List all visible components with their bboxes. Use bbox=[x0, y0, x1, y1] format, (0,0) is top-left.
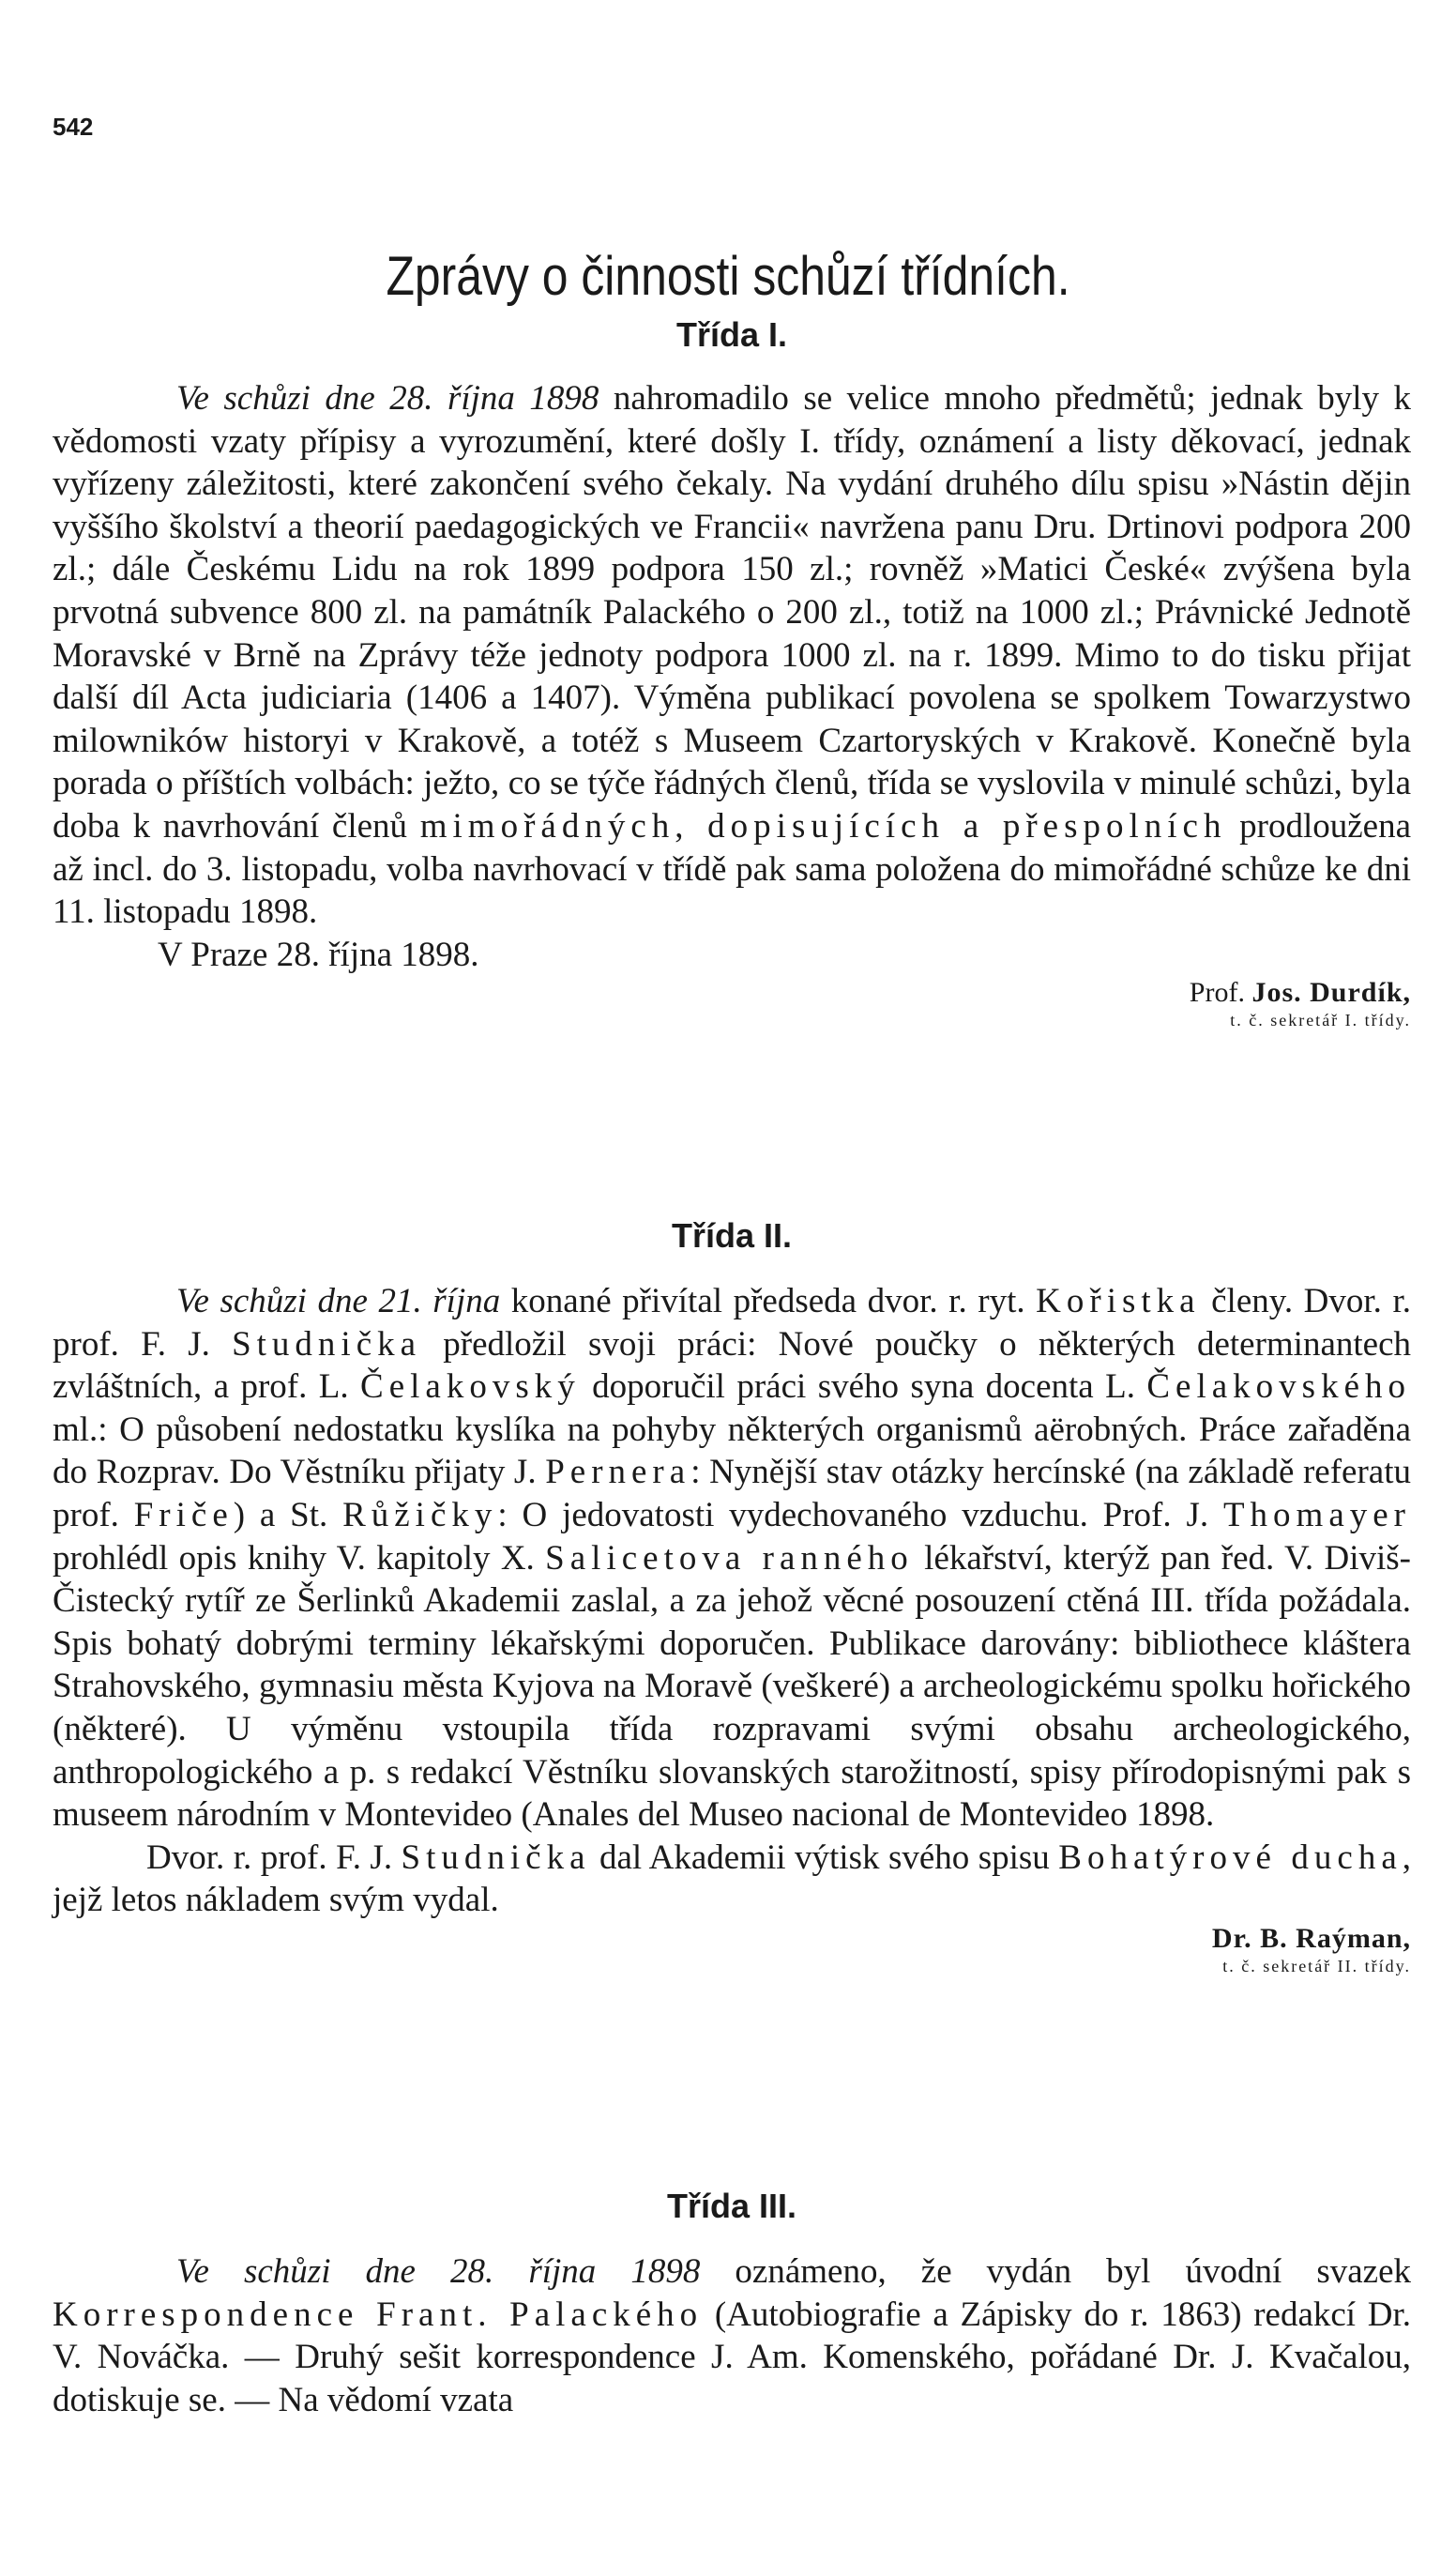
meeting-date-lead: Ve schůzi dne 28. října 1898 bbox=[176, 379, 599, 418]
section-class-2 bbox=[53, 1216, 1411, 1976]
person-name: Čelakovský bbox=[360, 1367, 581, 1407]
page-number: 542 bbox=[53, 113, 94, 141]
book-title: Korrespondence Frant. Palackého bbox=[53, 2295, 704, 2334]
signature-name: Dr. B. Raýman, bbox=[1211, 1922, 1411, 1954]
paragraph-text: prodloužena až incl. do 3. listopadu, volba navrhovací v třídě pak sama položena do mimořádné schůze ke dni 11. listopadu 1898. bbox=[53, 806, 1412, 932]
person-name: Studnička bbox=[401, 1838, 591, 1877]
person-name: Pernera bbox=[545, 1453, 691, 1492]
signature-role: t. č. sekretář I. třídy. bbox=[1230, 1011, 1411, 1030]
meeting-date-lead: Ve schůzi dne 28. října 1898 bbox=[176, 2252, 701, 2291]
signature-block bbox=[53, 976, 1411, 1030]
paragraph-text: nahromadilo se velice mnoho předmětů; jednak byly k vědomosti vzaty přípisy a vyrozumění, které došly I. třídy, oznámení a listy děkovací, jednak vyřízeny záležitosti, které zakončení svého čekaly. Na vydání druhého dílu spisu »Nástin dějin vyššího školství a theorií paedagogických ve Francii« navržena panu Dru. Drtinovi podpora 200 zl.; dále Českému Lidu na rok 1899 podpora 150 zl.; rovněž »Matici České« zvýšena byla prvotná subvence 800 zl. na památník Palackého o 200 zl., totiž na 1000 zl.; Právnické Jednotě Moravské v Brně na Zprávy téže jednoty podpora 1000 zl. na r. 1899. Mimo to do tisku přijat další díl Acta judiciaria (1406 a 1407). Výměna publikací povolena se spolkem Towarzystwo milowników historyi v Krakově, a totéž s Museem Czartoryských v Krakově. Konečně byla porada o příštích volbách: ježto, co se týče řádných členů, třída se vyslovila v minulé schůzi, byla doba k navrhování členů bbox=[53, 379, 1411, 846]
section-heading: Třída I. bbox=[675, 315, 788, 354]
section-paragraph: Ve schůzi dne 21. října konané přivítal předseda dvor. r. ryt. Kořistka členy. Dvor. r. prof. F. J. Studnička předložil svoji práci: Nové poučky o některých determinantech zvláštních, a prof. L. Čelakovský doporučil práci svého syna docenta L. Čelakovského ml.: O působení nedostatku kyslíka na pohyby některých organismů aërobných. Práce zařaděna do Rozprav. Do Věstníku přijaty J. Pernera: Nynější stav otázky hercínské (na základě referatu prof. Friče) a St. Růžičky: O jedovatosti vydechovaného vzduchu. Prof. J. Thomayer prohlédl opis knihy V. kapitoly X. Salicetova ranného lékařství, kterýž pan řed. V. Diviš-Čistecký rytíř ze Šerlinků Akademii zaslal, a za jehož věcné posouzení ctěná III. třída požádala. Spis bohatý dobrými terminy lékařskými doporučen. Publikace darovány: bibliothece kláštera Strahovského, gymnasiu města Kyjova na Moravě (veškeré) a archeologickému spolku hořického (některé). U výměnu vstoupila třída rozpravami svými obsahu archeologického, anthropologického a p. s redakcí Věstníku slovanských starožitností, spisy přírodopisnými pak s museem národním v Montevideo (Anales del Museo nacional de Montevideo 1898. bbox=[53, 1282, 1411, 1835]
meeting-date-lead: Ve schůzi dne 21. října bbox=[176, 1282, 501, 1320]
person-name: Čelakovského bbox=[1146, 1367, 1411, 1407]
person-name: Studnička bbox=[232, 1324, 422, 1364]
signature-block bbox=[53, 1922, 1411, 1976]
signature-role: t. č. sekretář II. třídy. bbox=[1222, 1956, 1411, 1975]
person-name: Růžičky bbox=[342, 1495, 498, 1534]
signature-name: Prof. Jos. Durdík, bbox=[1189, 977, 1411, 1009]
person-name: Salicetova ranného bbox=[545, 1538, 914, 1578]
section-paragraph bbox=[53, 377, 1411, 934]
book-title: Bohatýrové ducha bbox=[1058, 1838, 1403, 1877]
page-title: Zprávy o činnosti schůzí třídních. bbox=[386, 245, 1070, 307]
section-paragraph: Dvor. r. prof. F. J. Studnička dal Akademii výtisk svého spisu Bohatýrové ducha, jejž letos nákladem svým vydal. bbox=[53, 1838, 1411, 1920]
dateline: V Praze 28. října 1898. bbox=[158, 935, 479, 974]
section-class-3 bbox=[53, 2187, 1411, 2421]
section-heading: Třída III. bbox=[666, 2187, 797, 2225]
person-name: Thomayer bbox=[1222, 1495, 1411, 1534]
section-paragraph: Ve schůzi dne 28. října 1898 oznámeno, že vydán byl úvodní svazek Korrespondence Frant. Palackého (Autobiografie a Zápisky do r. 1863) redakcí Dr. V. Nováčka. — Druhý sešit korrespondence J. Am. Komenského, pořádané Dr. J. Kvačalou, dotiskuje se. — Na vědomí vzata bbox=[53, 2252, 1411, 2419]
person-name: Kořistka bbox=[1036, 1282, 1201, 1320]
section-class-1 bbox=[53, 315, 1411, 1030]
section-heading: Třída II. bbox=[671, 1216, 793, 1255]
person-name: Friče bbox=[133, 1495, 234, 1534]
spaced-emphasis: mimořádných, dopisujících a přespolních bbox=[419, 806, 1227, 846]
